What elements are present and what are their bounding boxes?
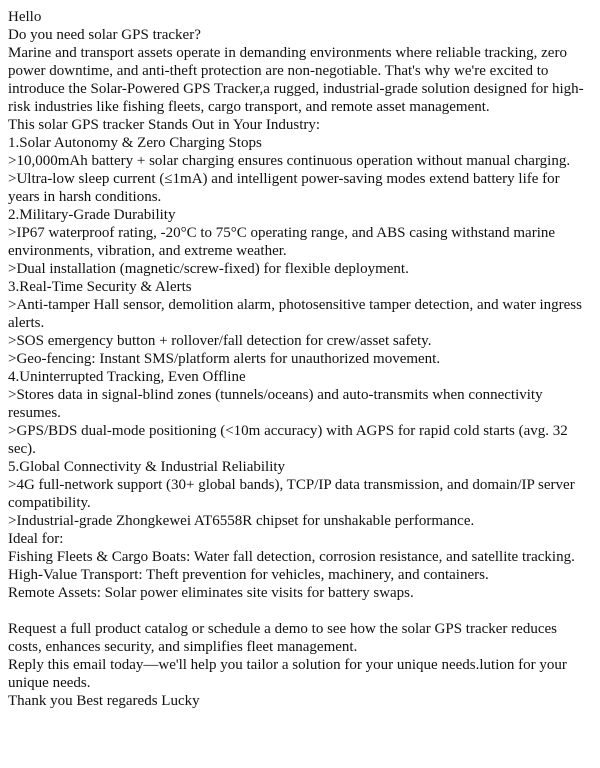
feature-point: >Dual installation (magnetic/screw-fixed) for flexible deployment. [8,261,409,277]
standout-heading: This solar GPS tracker Stands Out in Your Industry: [8,117,321,133]
question: Do you need solar GPS tracker? [8,27,201,43]
ideal-for-label: Ideal for: [8,531,64,547]
section-heading: 4.Uninterrupted Tracking, Even Offline [8,369,246,385]
feature-point: >Industrial-grade Zhongkewei AT6558R chipset for unshakable performance. [8,513,475,529]
section-heading: 5.Global Connectivity & Industrial Reliability [8,459,286,475]
feature-point: >IP67 waterproof rating, -20°C to 75°C operating range, and ABS casing withstand marine environments, vibration, and extreme weather. [8,225,556,259]
intro-paragraph: Marine and transport assets operate in demanding environments where reliable tracking, zero power downtime, and anti-theft protection are non-negotiable. That's why we're excited to introduce the Solar-Powered GPS Tracker,a rugged, industrial-grade solution designed for high-risk industries like fishing fleets, cargo transport, and remote asset management. [8,45,584,115]
feature-point: >Stores data in signal-blind zones (tunnels/oceans) and auto-transmits when connectivity resumes. [8,387,543,421]
ideal-for-item: Remote Assets: Solar power eliminates site visits for battery swaps. [8,585,414,601]
greeting: Hello [8,9,42,25]
feature-point: >GPS/BDS dual-mode positioning (<10m accuracy) with AGPS for rapid cold starts (avg. 32 sec). [8,423,568,457]
call-to-action: Request a full product catalog or schedule a demo to see how the solar GPS tracker reduces costs, enhances security, and simplifies fleet management. [8,621,557,655]
section-heading: 1.Solar Autonomy & Zero Charging Stops [8,135,262,151]
blank-line [8,602,592,620]
feature-point: >10,000mAh battery + solar charging ensures continuous operation without manual charging. [8,153,571,169]
section-heading: 2.Military-Grade Durability [8,207,176,223]
feature-point: >SOS emergency button + rollover/fall detection for crew/asset safety. [8,333,432,349]
feature-point: >4G full-network support (30+ global bands), TCP/IP data transmission, and domain/IP server compatibility. [8,477,575,511]
feature-point: >Geo-fencing: Instant SMS/platform alerts for unauthorized movement. [8,351,441,367]
feature-point: >Ultra-low sleep current (≤1mA) and intelligent power-saving modes extend battery life for years in harsh conditions. [8,171,560,205]
signoff: Thank you Best regareds Lucky [8,693,200,709]
section-heading: 3.Real-Time Security & Alerts [8,279,192,295]
feature-point: >Anti-tamper Hall sensor, demolition alarm, photosensitive tamper detection, and water ingress alerts. [8,297,582,331]
ideal-for-item: Fishing Fleets & Cargo Boats: Water fall detection, corrosion resistance, and satellite tracking. [8,549,575,565]
ideal-for-item: High-Value Transport: Theft prevention for vehicles, machinery, and containers. [8,567,489,583]
reply-request: Reply this email today—we'll help you tailor a solution for your unique needs.lution for your unique needs. [8,657,567,691]
